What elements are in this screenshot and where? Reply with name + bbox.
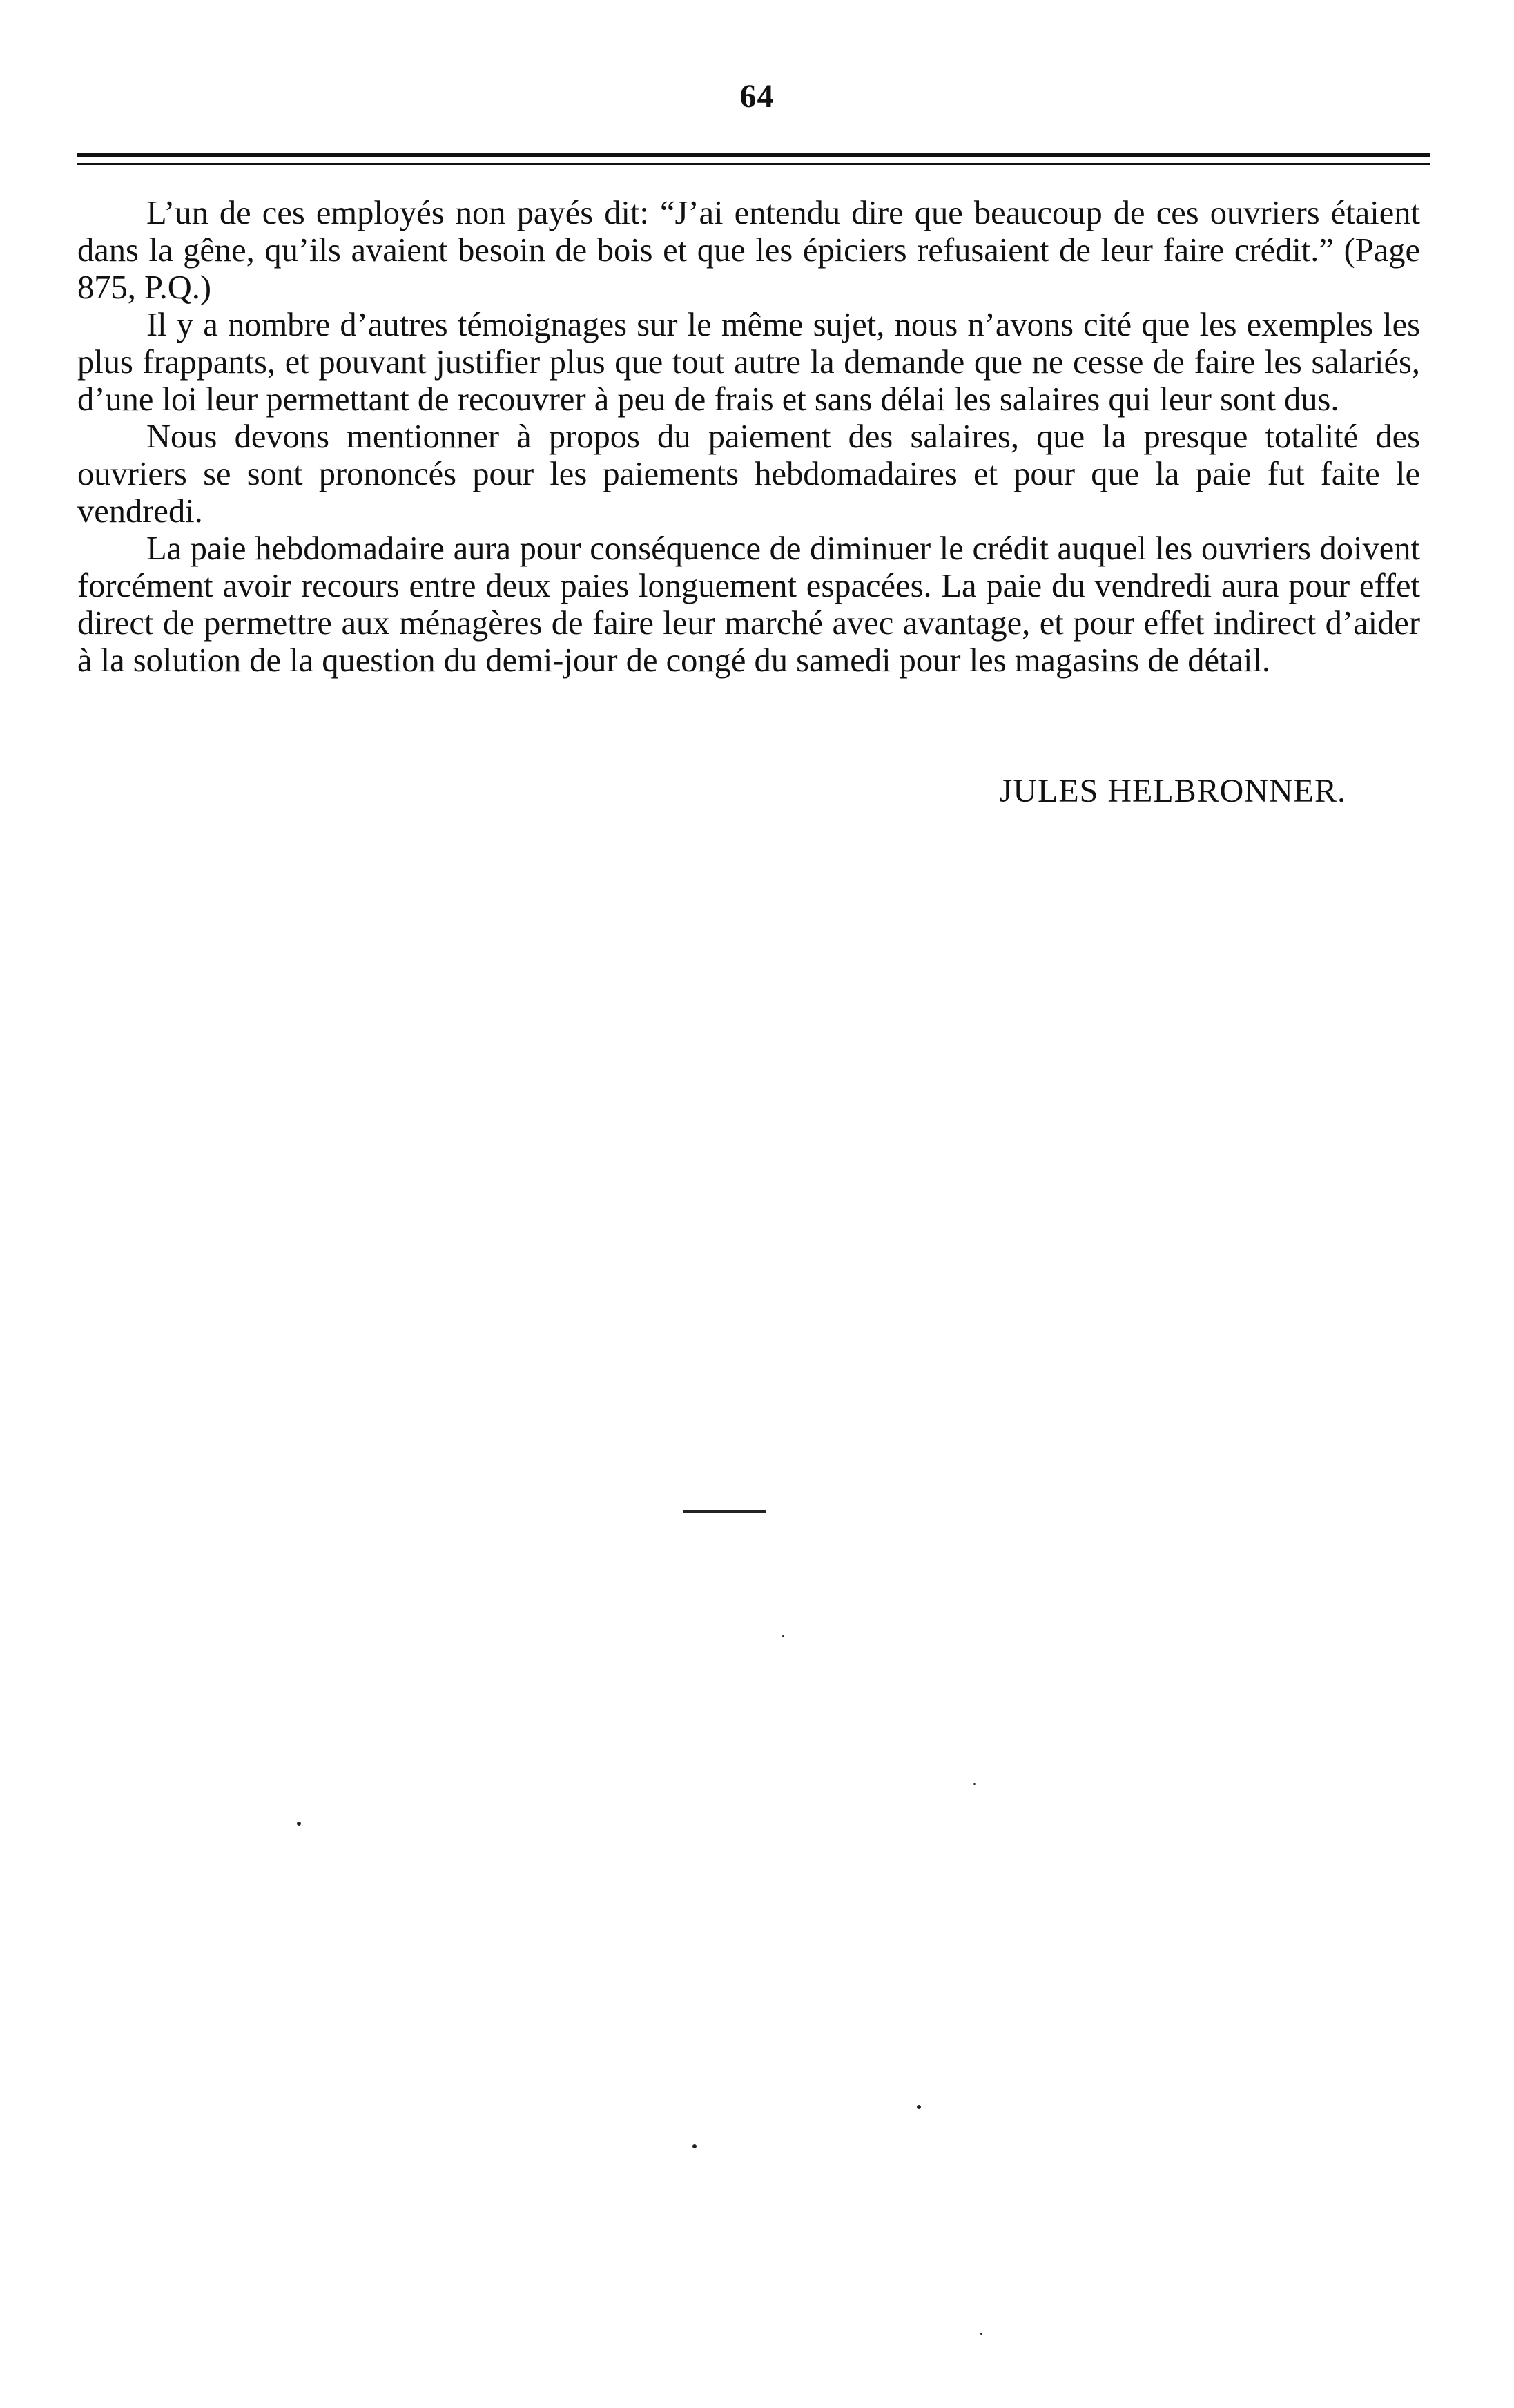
signature: JULES HELBRONNER.	[999, 773, 1346, 809]
print-speck	[917, 2105, 921, 2109]
paragraph-1: L’un de ces employés non payés dit: “J’ai entendu dire que beaucoup de ces ouvriers étaient dans la gêne, qu’ils avaient besoin de bois et que les épiciers refusaient de leur faire crédit.” (Page 875, P.Q.)	[77, 195, 1420, 306]
header-rule-thick	[77, 153, 1430, 157]
print-speck	[297, 1822, 301, 1826]
body-text	[77, 195, 1420, 680]
header-rule-thin	[77, 163, 1430, 165]
paragraph-4: La paie hebdomadaire aura pour conséquence de diminuer le crédit auquel les ouvriers doivent forcément avoir recours entre deux paies longuement espacées. La paie du vendredi aura pour effet direct de permettre aux ménagères de faire leur marché avec avantage, et pour effet indirect d’aider à la solution de la question du demi-jour de congé du samedi pour les magasins de détail.	[77, 530, 1420, 679]
print-speck	[782, 1635, 784, 1637]
print-speck	[973, 1783, 976, 1785]
print-speck	[692, 2144, 697, 2148]
page-number: 64	[739, 78, 775, 115]
end-ornament	[683, 1510, 766, 1513]
print-speck	[980, 2333, 982, 2335]
paragraph-3: Nous devons mentionner à propos du paiement des salaires, que la presque totalité des ouvriers se sont prononcés pour les paiements hebdomadaires et pour que la paie fut faite le vendredi.	[77, 418, 1420, 530]
paragraph-2: Il y a nombre d’autres témoignages sur le même sujet, nous n’avons cité que les exemples les plus frappants, et pouvant justifier plus que tout autre la demande que ne cesse de faire les salariés, d’une loi leur permettant de recouvrer à peu de frais et sans délai les salaires qui leur sont dus.	[77, 307, 1420, 418]
